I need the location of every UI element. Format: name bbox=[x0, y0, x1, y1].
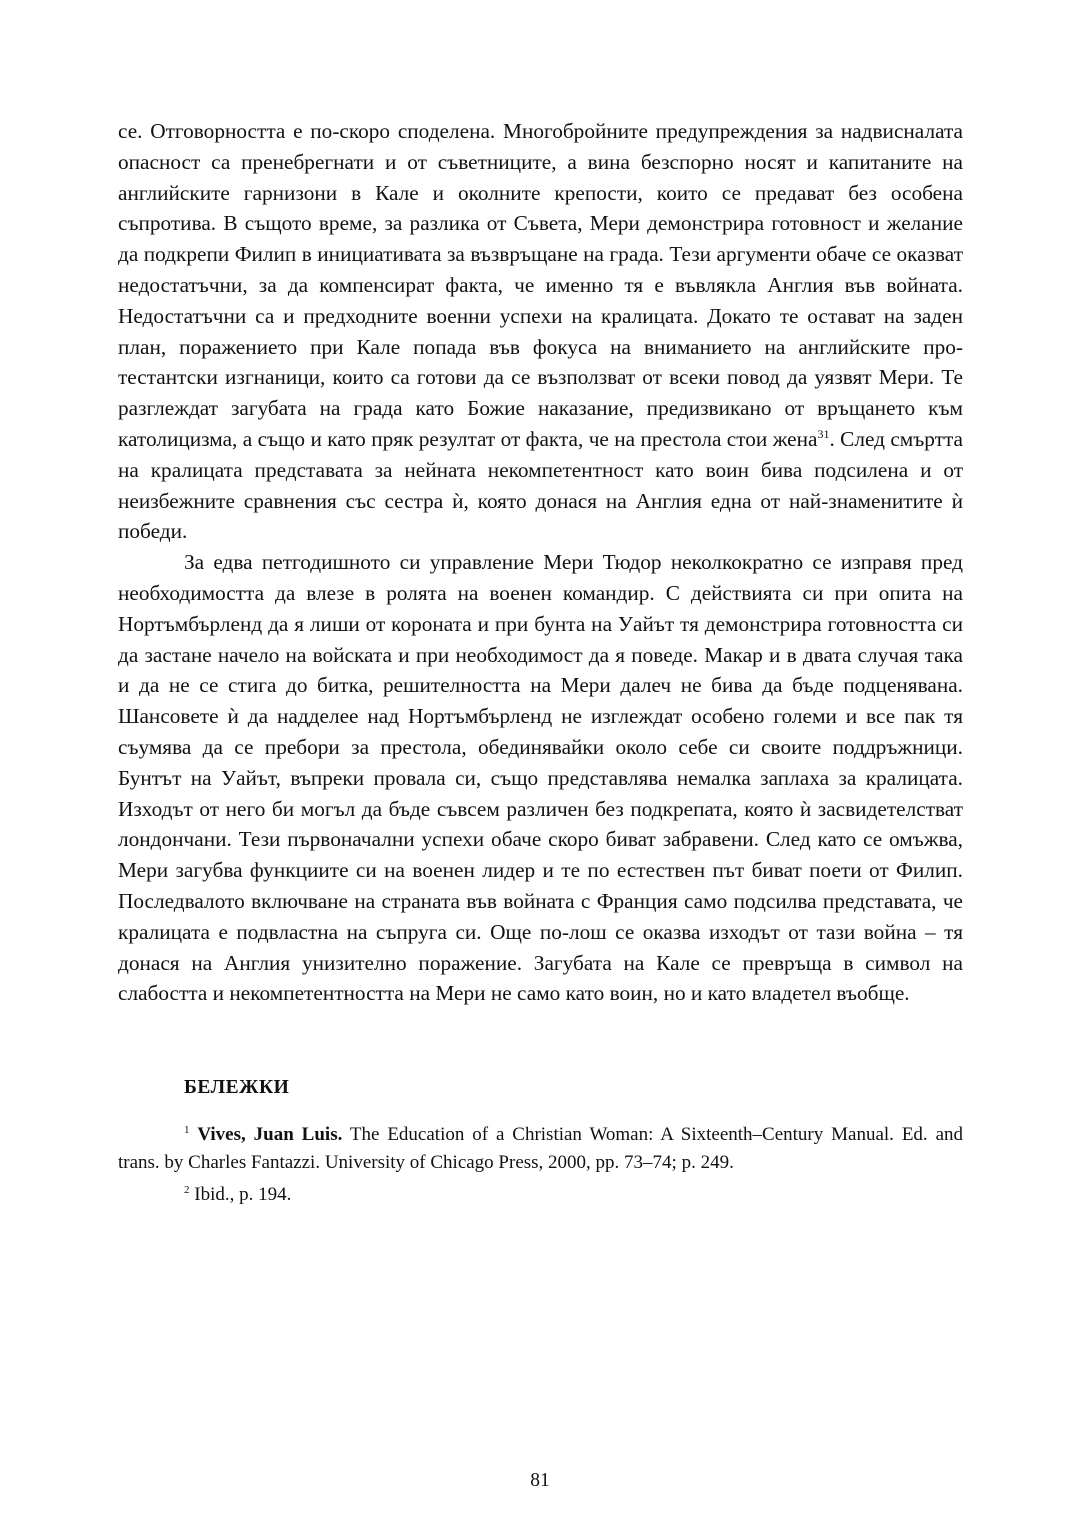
footnote-reference: 31 bbox=[817, 426, 830, 441]
paragraph-1 bbox=[118, 116, 963, 547]
body-text bbox=[118, 116, 963, 1009]
note-number: 1 bbox=[184, 1124, 190, 1137]
notes-heading: БЕЛЕЖКИ bbox=[184, 1077, 290, 1099]
note-item bbox=[118, 1181, 963, 1209]
page-content bbox=[118, 116, 963, 1213]
paragraph-text-continued: . След смъртта на кралицата представата за нейната некомпетентност като воин бива подсилена и от неизбежните сравнения със сестра ѝ, която донася на Англия една от най-знаменитите ѝ победи. bbox=[118, 426, 963, 544]
note-item bbox=[118, 1121, 963, 1177]
notes-list bbox=[118, 1121, 963, 1209]
paragraph-text: За едва петгодишното си управление Мери Тюдор неколкократно се изправя пред необходимостта да влезе в ролята на военен командир. С действията си при опита на Нортъмбърленд да я лиши от короната и при бунта на Уайът тя демонстрира готовността си да застане начело на войската и при необходимост да я поведе. Макар и в двата случая така и да не се стига до битка, решителността на Мери далеч не бива да бъде подценявана. Шансовете ѝ да надделее над Нортъмбърленд не изглеждат особено големи и все пак тя съумява да се пребори за престола, обединявайки около себе си своите поддръжници. Бунтът на Уайът, въпреки провала си, също представлява немалка заплаха за кралицата. Изходът от него би могъл да бъде съвсем различен без подкрепата, която ѝ засвидетелстват лондончани. Тези първоначални успехи обаче скоро биват забравени. След като се омъжва, Мери загубва функциите си на военен лидер и те по естествен път биват поети от Филип. Последвалото включване на страната във войната с Франция само подсилва представата, че кралицата е подвластна на съпруга си. Още по-лош се оказва изходът от тази война – тя донася на Англия унизително поражение. Загубата на Кале се превръща в символ на слабостта и некомпетентността на Мери не само като воин, но и като владетел въобще. bbox=[118, 550, 963, 1006]
paragraph-text: се. Отговорността е по-скоро споделена. Многобройните предупреждения за надвисналата опасност са пренебрегнати и от съветниците, а вина безспорно носят и капитаните на английските гарнизони в Кале и околните крепости, които се предават без особена съпротива. В същото време, за разлика от Съвета, Мери демонстрира готовност и желание да подкрепи Филип в инициативата за възвръщане на града. Тези аргументи обаче се оказват недостатъчни, за да компенсират факта, че именно тя е въвлякла Англия във войната. Недостатъчни са и предходните военни успехи на кралицата. Докато те остават на заден план, поражението при Кале попада във фокуса на вниманието на английските протестантски изгнаници, които са готови да се възползват от всеки повод да уязвят Мери. Те разглеждат загубата на града като Божие наказание, предизвикано от връщането към католицизма, а също и като пряк резултат от факта, че на престола стои жена bbox=[118, 119, 963, 451]
note-text: Ibid., p. 194. bbox=[189, 1184, 292, 1206]
note-author: Vives, Juan Luis. bbox=[197, 1124, 343, 1146]
note-text: The Education of a Christian Woman: A Sixteenth–Century Manual. Ed. and trans. by Charles Fantazzi. University of Chicago Press, 2000, pp. 73–74; p. 249. bbox=[118, 1124, 963, 1174]
paragraph-2 bbox=[118, 547, 963, 1009]
page-number: 81 bbox=[530, 1470, 550, 1491]
note-number: 2 bbox=[184, 1184, 190, 1197]
